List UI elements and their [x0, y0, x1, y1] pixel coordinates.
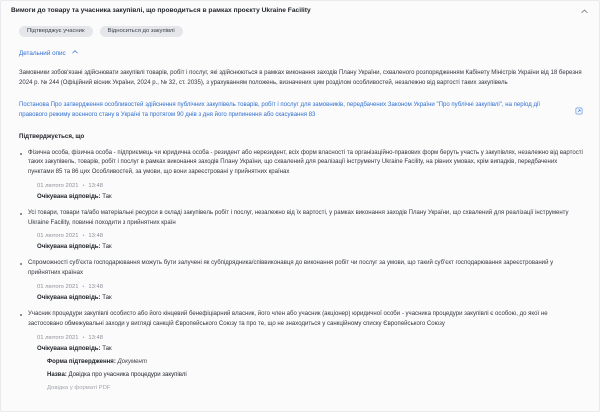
requirement-timestamp: [28, 335, 583, 341]
separator-dot: •: [82, 233, 85, 240]
detailed-description-label: Детальний опис: [19, 49, 66, 57]
requirement-text: Спроможності суб'єкта господарювання можуть бути залучені як субпідрядника/співвиконавця до виконання робіт чи послуг за умови, що такий суб'єкт господарювання зареєстрований у прийнятних країнах: [28, 260, 554, 277]
chevron-up-icon[interactable]: [579, 6, 589, 16]
requirement-timestamp: [28, 183, 583, 189]
chevron-up-icon[interactable]: [71, 48, 79, 58]
separator-dot: •: [82, 182, 85, 189]
expected-answer-value: Так: [102, 295, 112, 301]
expected-answer-label: Очікувана відповідь:: [37, 244, 101, 251]
requirement-timestamp: [28, 284, 583, 290]
requirement-timestamp: [28, 233, 583, 239]
tag-related-to-procurement[interactable]: Відноситься до закупівлі: [100, 26, 183, 37]
confirmation-name: [47, 372, 583, 378]
requirement-date: 01 лютого 2021: [37, 182, 79, 189]
detailed-description-toggle[interactable]: [11, 48, 79, 58]
requirement-time: 13:48: [88, 334, 104, 341]
list-item: [19, 259, 583, 301]
page-title: Вимоги до товару та учасника закупівлі, що проводиться в рамках проєкту Ukraine Facility: [11, 7, 311, 14]
list-item: [19, 209, 583, 251]
confirmation-details: [28, 359, 583, 391]
confirmation-note: Довідка у форматі PDF: [47, 384, 111, 391]
expected-answer-value: Так: [102, 244, 112, 251]
lead-paragraph: Замовники зобов'язані здійснювати закупівлі товарів, робіт і послуг, які здійснюються в рамках виконання заходів Плану України, схваленого розпорядженням Кабінету Міністрів України від 18 березня 2024 р. № 244 (Офіційний вісник України, 2024 р., № 32, ст. 2035), з урахуванням положень, визначених цим розділом особливостей, незалежно від вартості таких закупівель: [19, 70, 582, 87]
expected-answer: [28, 295, 583, 301]
expected-answer-label: Очікувана відповідь:: [37, 345, 101, 352]
card-header: [11, 7, 589, 16]
confirmation-form: [47, 359, 583, 365]
confirmation-form-label: Форма підтвердження:: [47, 358, 116, 365]
expected-answer-value: Так: [102, 193, 112, 200]
tag-list: [11, 26, 589, 37]
requirement-text: Усі товари, товари та/або матеріальні ресурси в складі закупівель робіт і послуг, незалежно від їх вартості, у рамках виконання заходів Плану України, що схвалений для реалізації інструменту Ukraine Facility, повинні походити з прийнятних країн: [28, 209, 569, 226]
separator-dot: •: [82, 334, 85, 341]
confirmation-heading: Підтверджується, що: [19, 132, 85, 140]
requirement-time: 13:48: [88, 284, 104, 290]
confirmation-name-value: Довідка про учасника процедури закупівлі: [68, 371, 187, 378]
requirement-time: 13:48: [88, 182, 104, 189]
confirmation-form-value: Документ: [117, 358, 147, 365]
tag-confirmed-by-participant[interactable]: Підтверджує учасник: [19, 26, 93, 37]
list-item: [19, 310, 583, 391]
requirement-list: [19, 149, 583, 391]
expected-answer: [28, 244, 583, 250]
requirement-date: 01 лютого 2021: [37, 284, 79, 290]
confirmation-name-label: Назва:: [47, 371, 67, 378]
requirement-date: 01 лютого 2021: [37, 233, 79, 240]
description-body: [11, 69, 589, 390]
requirement-date: 01 лютого 2021: [37, 334, 79, 341]
expected-answer: [28, 346, 583, 352]
expected-answer-value: Так: [102, 345, 112, 352]
expected-answer-label: Очікувана відповідь:: [37, 193, 101, 200]
requirement-text: Фізична особа, фізична особа - підприємець чи юридична особа - резидент або нерезидент, всіх форм власності та організаційно-правових форм беруть участь у закупівлях, незалежно від вартості таких закупівель, товарів, робіт і послуг в рамках виконання заходів Плану України, що схвалений для реалізації інструменту Ukraine Facility, на рівних умовах, крім випадків, передбачених пунктами 85 та 86 цих Особливостей, за умови, що вони зареєстровані у прийнятних країнах: [28, 149, 583, 176]
requirement-time: 13:48: [88, 233, 104, 240]
list-item: [19, 149, 583, 200]
separator-dot: •: [82, 284, 85, 290]
expected-answer: [28, 194, 583, 200]
external-link-icon[interactable]: [575, 107, 583, 115]
legal-act-link[interactable]: Постанова Про затвердження особливостей здійснення публічних закупівель товарів, робіт і послуг для замовників, передбачених Законом України "Про публічні закупівлі", на період дії правового режиму воєнного стану в Україні та протягом 90 днів з дня його припинення або скасування 83: [19, 101, 540, 118]
legal-act-link-row: [19, 101, 583, 121]
requirement-text: Учасник процедури закупівлі особисто або його кінцевий бенефіціарний власник, його член або учасник (акціонер) юридичної особи - учасника процедури закупівлі є особою, до якої не застосовано обмежувальні заходи у вигляді санкцій Європейського Союзу та про те, що не знаходиться у санкційному списку Європейського Союзу: [28, 311, 548, 327]
expected-answer-label: Очікувана відповідь:: [37, 295, 101, 301]
